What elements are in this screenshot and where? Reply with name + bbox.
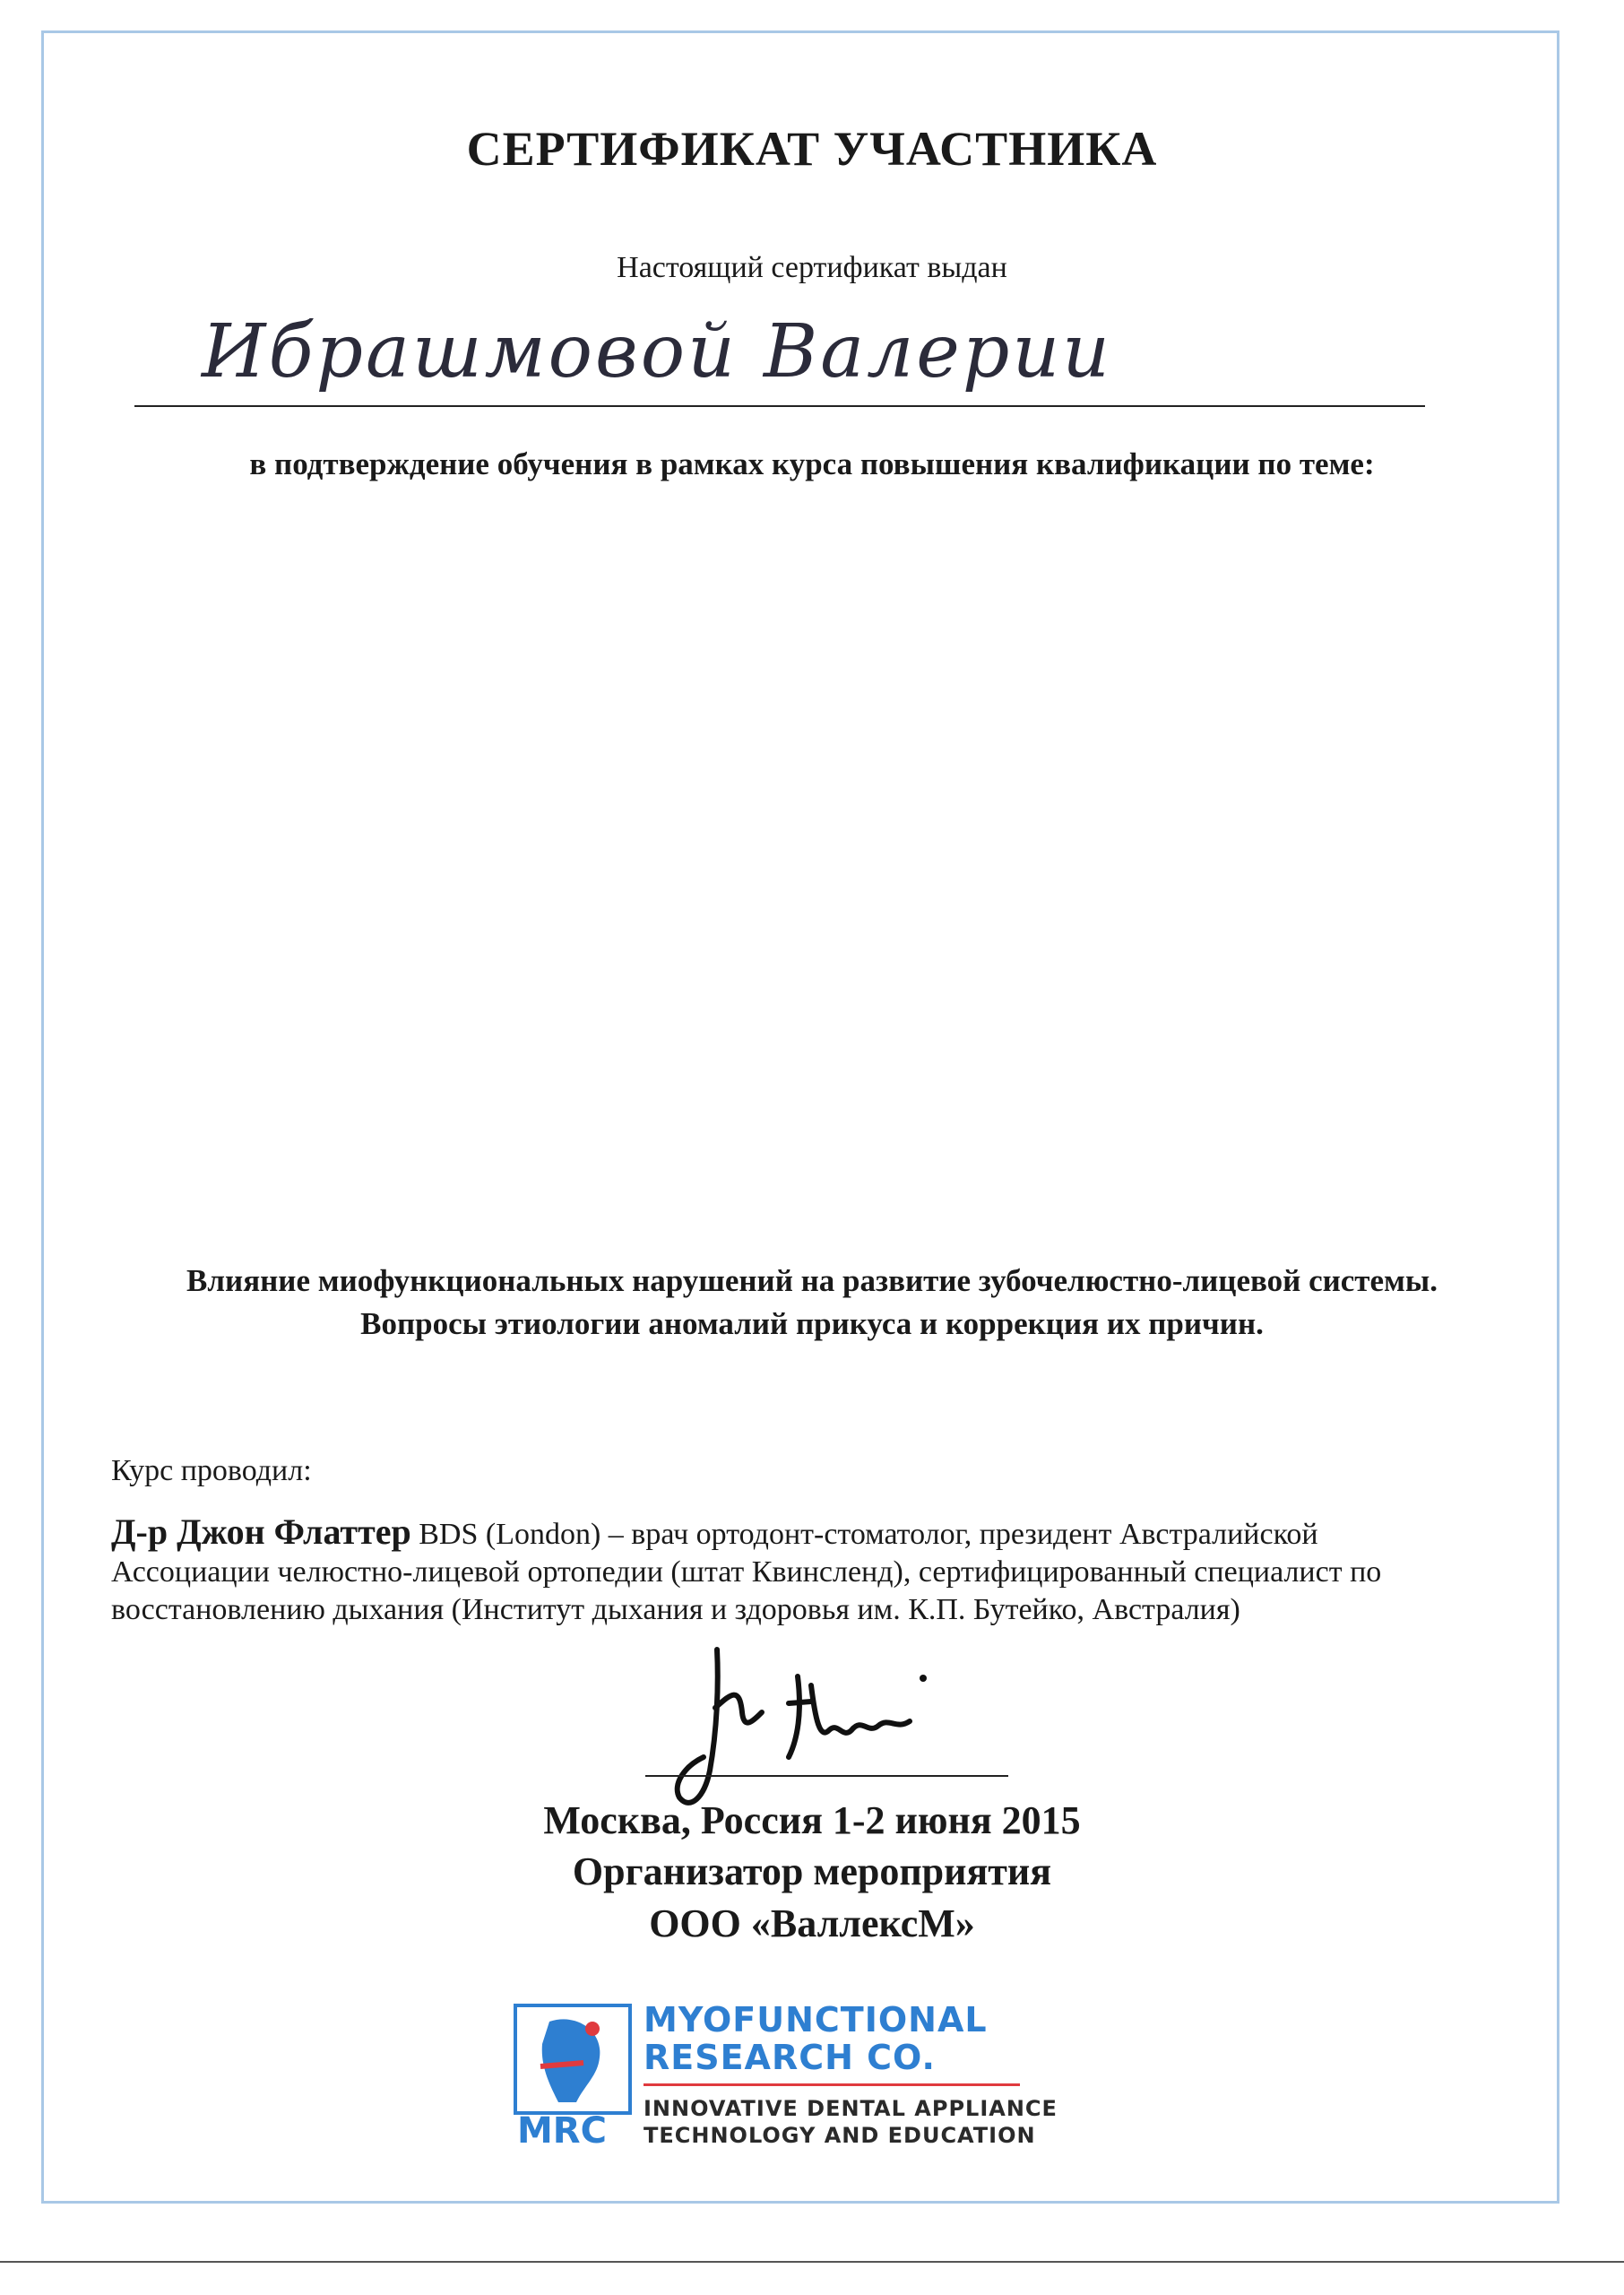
conductor-name: Д-р Джон Флаттер (111, 1511, 411, 1552)
conductor-signature (654, 1623, 950, 1820)
company-logo-text (644, 2001, 1058, 2149)
organizer-label: Организатор мероприятия (572, 1849, 1052, 1893)
organizer-name: ООО «ВаллексМ» (649, 1901, 975, 1945)
company-tagline-line-1: INNOVATIVE DENTAL APPLIANCE (644, 2096, 1058, 2121)
logo-mark-text: MRC (517, 2110, 607, 2147)
conductor-info (111, 1513, 1438, 1629)
mrc-logo-icon (514, 2004, 632, 2147)
issued-text: Настоящий сертификат выдан (617, 251, 1007, 284)
course-topic-line-1: Влияние миофункциональных нарушений на развитие зубочелюстно-лицевой системы. (186, 1263, 1438, 1298)
page-bottom-rule (0, 2261, 1624, 2263)
location-date: Москва, Россия 1-2 июня 2015 (543, 1798, 1081, 1842)
conductor-label: Курс проводил: (111, 1454, 312, 1487)
course-topic (0, 1260, 1624, 1346)
course-topic-line-2: Вопросы этиологии аномалий прикуса и коррекция их причин. (360, 1306, 1264, 1341)
company-name-line-1: MYOFUNCTIONAL (644, 2000, 988, 2040)
company-tagline-line-2: TECHNOLOGY AND EDUCATION (644, 2123, 1036, 2148)
company-name-line-2: RESEARCH CO. (644, 2038, 936, 2077)
purpose-text: в подтверждение обучения в рамках курса повышения квалификации по теме: (249, 446, 1375, 481)
signature-line (645, 1775, 1008, 1777)
recipient-name-handwritten: Ибрашмовой Валерии (202, 309, 1112, 394)
conductor-description: BDS (London) – врач ортодонт-стоматолог, президент Австралийской Ассоциации челюстно-лицевой ортопедии (штат Квинсленд), сертифицированный специалист по восстановлению дыхания (Институт дыхания и здоровья им. К.П. Бутейко, Австралия) (111, 1518, 1382, 1626)
logo-divider (644, 2083, 1020, 2086)
certificate-title: СЕРТИФИКАТ УЧАСТНИКА (466, 122, 1158, 176)
recipient-underline (134, 405, 1425, 407)
